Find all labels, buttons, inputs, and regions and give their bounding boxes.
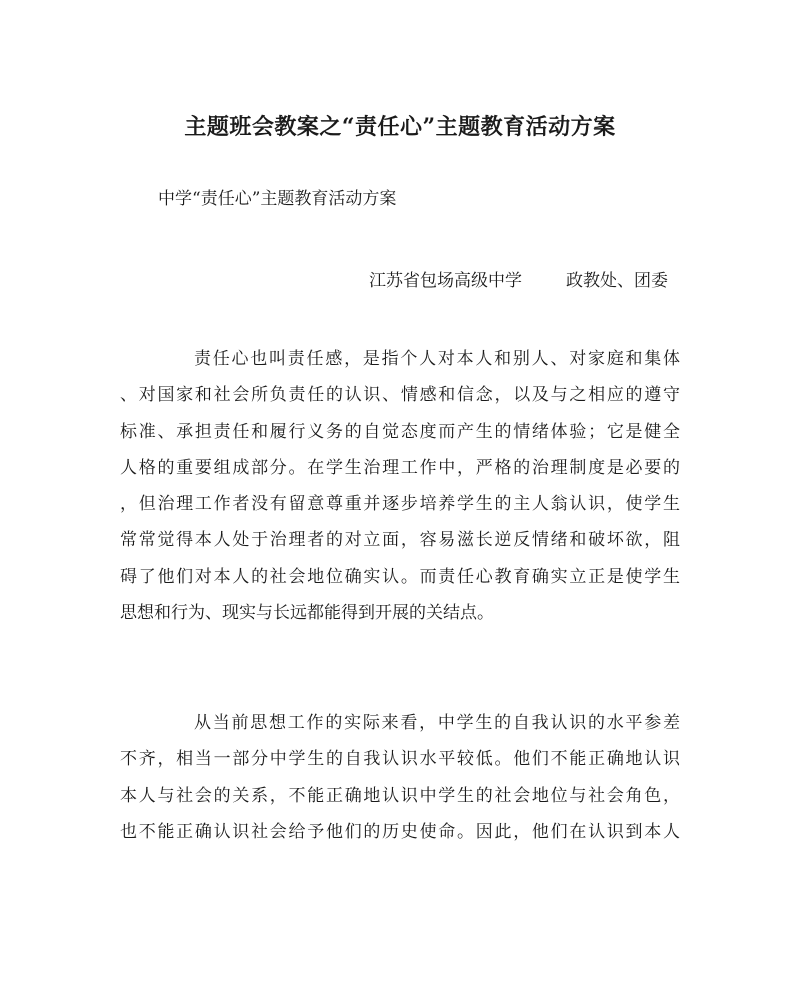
paragraph-line: 思想和行为、现实与长远都能得到开展的关结点。 [120,603,494,624]
paragraph-line: 从当前思想工作的实际来看，中学生的自我认识的水平参差 [194,713,680,733]
paragraph-line: 不齐，相当一部分中学生的自我认识水平较低。他们不能正确地认识 [120,749,680,770]
paragraph-line: 责任心也叫责任感，是指个人对本人和别人、对家庭和集体 [194,349,680,369]
paragraph-line: 也不能正确认识社会给予他们的历史使命。因此，他们在认识到本人 [120,821,680,842]
paragraph-line: 标准、承担责任和履行义务的自觉态度而产生的情绪体验；它是健全 [120,421,680,442]
document-subtitle: 中学“责任心”主题教育活动方案 [158,189,397,209]
document-title: 主题班会教案之“责任心”主题教育活动方案 [184,114,616,140]
paragraph-line: 本人与社会的关系，不能正确地认识中学生的社会地位与社会角色， [120,785,680,806]
paragraph-line: 碍了他们对本人的社会地位确实认。而责任心教育确实立正是使学生 [120,566,680,587]
paragraph-line: 常常觉得本人处于治理者的对立面，容易滋长逆反情绪和破坏欲，阻 [120,530,680,551]
author-school: 江苏省包场高级中学 [369,271,522,291]
body-paragraph-2 [120,705,680,850]
author-line [369,266,668,291]
paragraph-line: 人格的重要组成部分。在学生治理工作中，严格的治理制度是必要的 [120,457,680,478]
paragraph-line: 、对国家和社会所负责任的认识、情感和信念，以及与之相应的遵守 [120,385,680,406]
author-department: 政教处、团委 [566,271,668,291]
paragraph-line: ，但治理工作者没有留意尊重并逐步培养学生的主人翁认识，使学生 [120,494,680,515]
body-paragraph-1 [120,341,680,631]
